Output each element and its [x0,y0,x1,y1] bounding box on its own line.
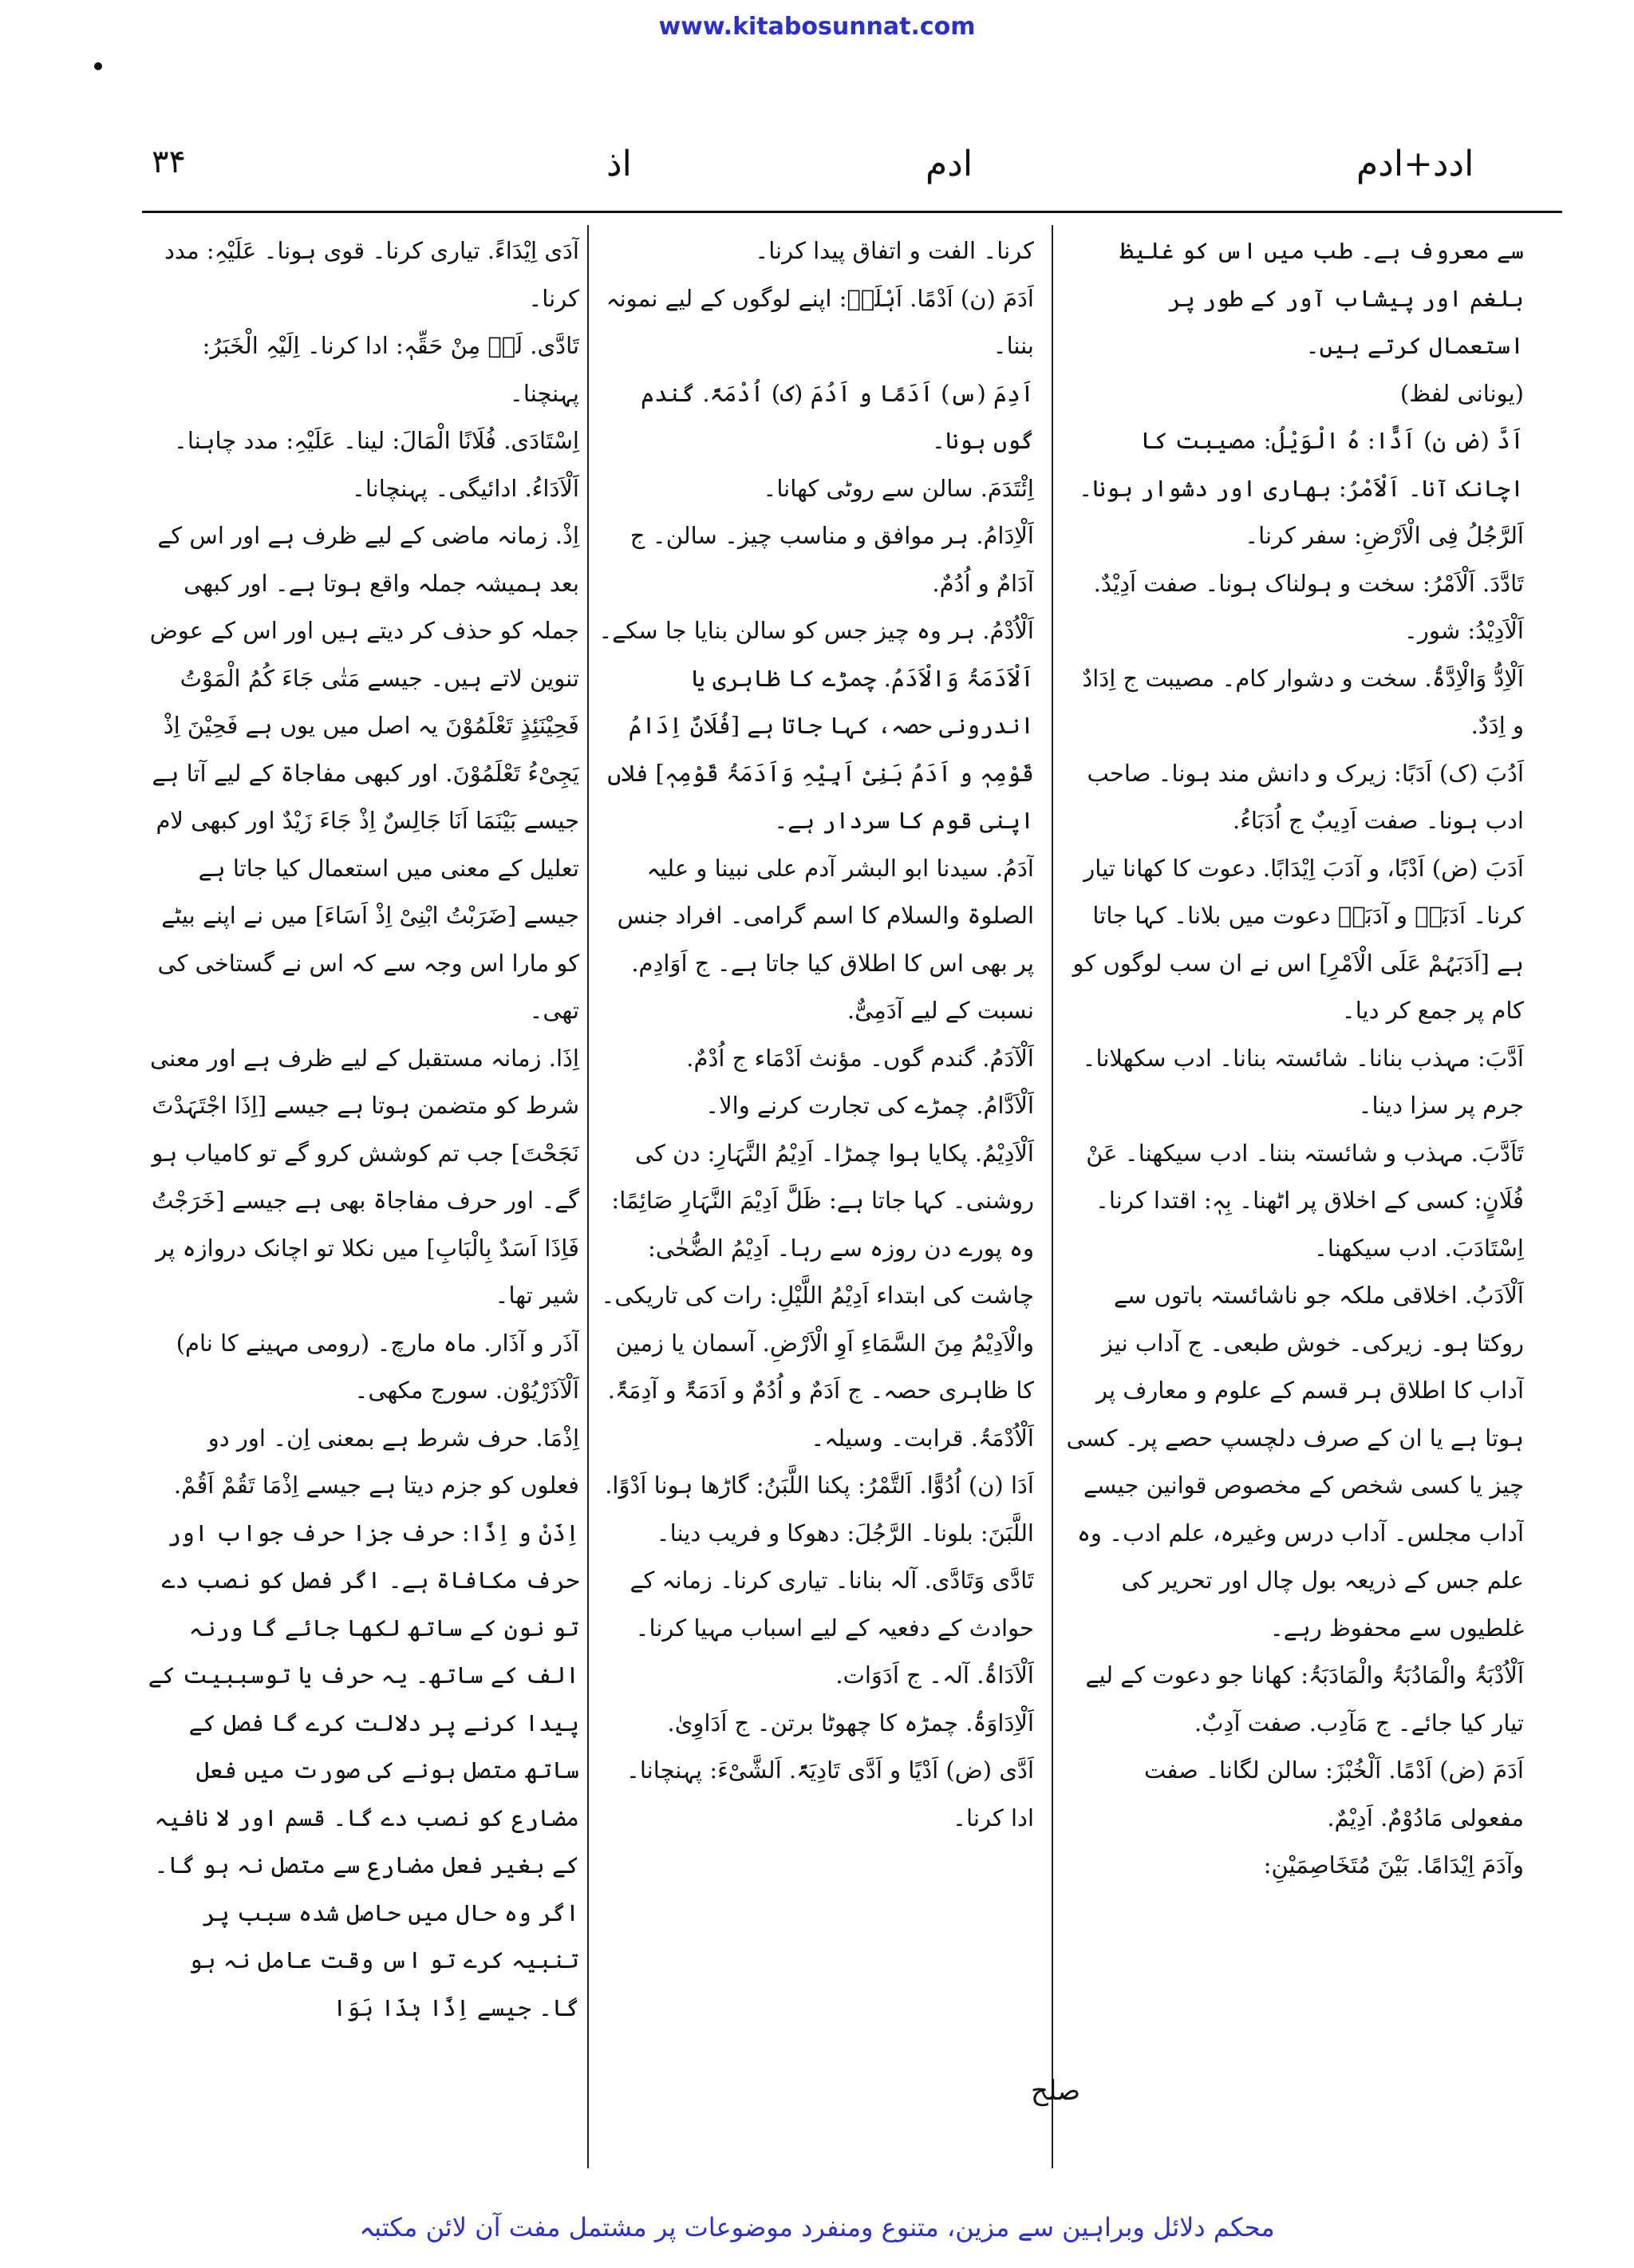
entry: اَدَّ (ض ن) اَدًّا: ہُ الْوَیْلُ: مصیبت کا اچانک آنا۔ اَلْاَمْرُ: بھاری اور دشوار ہونا۔ [1079,427,1524,502]
entry: آدَمُ. سیدنا ابو البشر آدم علی نبینا و علیہ الصلوۃ والسلام کا اسم گرامی۔ افراد جنس پر بھی اس کا اطلاق کیا جاتا ہے۔ ج اَوَادِم. نسبت کے لیے آدَمِیٌّ. [617,854,1034,1024]
entry: اَلْاَدَاءُ. ادائیگی۔ پہنچانا۔ [351,474,579,502]
entry: (یونانی لفظ) [1399,379,1524,407]
page-number: ۳۴ [152,144,186,180]
column-left [142,227,579,2159]
entry: اَلْاُدْمُ. ہر وہ چیز جس کو سالن بنایا جا سکے۔ [598,617,1034,644]
entry: اِذَنْ و اِذًا: حرف جزا حرف جواب اور حرف مکافاۃ ہے۔ اگر فصل کو نصب دے تو نون کے ساتھ لکھا جائے گا ورنہ الف کے ساتھ۔ یہ حرف یا توسببیت کے پیدا کرنے پر دلالت کرے گا فصل کے ساتھ متصل ہونے کی صورت میں فعل مضارع کو نصب دے گا۔ قسم اور لا نافیہ کے بغیر فعل مضارع سے متصل نہ ہو گا۔ اگر وہ حال میں حاصل شدہ سبب پر تنبیہ کرے تو اس وقت عامل نہ ہو گا۔ جیسے اِذًا ہٰذَا ہَوَا [148,1519,579,2021]
entry: تَادَّی وَتَادَّی. آلہ بنانا۔ تیاری کرنا۔ زمانہ کے حوادث کے دفعیہ کے لیے اسباب مہیا کرنا۔ [630,1567,1034,1642]
entry: تَاَدَّبَ. مہذب و شائستہ بننا۔ ادب سیکھنا۔ عَنْ فُلَانٍ: کسی کے اخلاق پر اٹھنا۔ بِہٖ: اقتدا کرنا۔ [1086,1139,1524,1214]
entry: تَادَّدَ. اَلْاَمْرُ: سخت و ہولناک ہونا۔ صفت اَدِیْدٌ. [1093,569,1524,597]
page-dot [94,62,102,70]
entry: اَلْاَدَمَۃُ وَالْاَدَمُ. چمڑے کا ظاہری یا اندرونی حصہ، کہا جاتا ہے [فُلَانٌ اِدَامُ قَوْمِہٖ و اَدَمُ بَنِیْ اَبِیْہِ وَاَدَمَۃُ قَوْمِہٖ] فلاں اپنی قوم کا سردار ہے۔ [607,664,1034,834]
entry: آذَر و آذَار. ماہ مارچ۔ (رومی مہینے کا نام) [176,1329,579,1357]
header-rule [142,211,1562,213]
entry: اَلْاُدْمَۃُ. قرابت۔ وسیلہ۔ [811,1424,1034,1452]
column-right [1066,227,1524,2159]
header-word-right: ادد+ادم [1356,144,1474,184]
entry: اِذْ. زمانہ ماضی کے لیے ظرف ہے اور اس کے بعد ہمیشہ جملہ واقع ہوتا ہے۔ اور کبھی جملہ کو حذف کر دیتے ہیں اور اس کے عوض تنوین لاتے ہیں۔ جیسے مَتٰی جَاءَ کُمُ الْمَوْتُ فَحِیْنَئِذٍ تَعْلَمُوْنَ یہ اصل میں یوں ہے فَحِیْنَ اِذْ یَجِیْءُ تَعْلَمُوْنَ. اور کبھی مفاجاۃ کے لیے آتا ہے جیسے بَیْنَمَا اَنَا جَالِسٌ اِذْ جَاءَ زَیْدٌ اور کبھی لام تعلیل کے معنی میں استعمال کیا جاتا ہے جیسے [ضَرَبْتُ ابْنِیْ اِذْ اَسَاءَ] میں نے اپنے بیٹے کو مارا اس وجہ سے کہ اس نے گستاخی کی تھی۔ [149,522,579,1024]
column-divider [1052,225,1053,2168]
entry: سے معروف ہے۔ طب میں اس کو غلیظ بلغم اور پیشاب آور کے طور پر استعمال کرتے ہیں۔ [1119,237,1524,359]
entry: اَدَّبَ: مہذب بنانا۔ شائستہ بنانا۔ ادب سکھلانا۔ جرم پر سزا دینا۔ [1082,1044,1524,1119]
entry: اَلْاَدِیْمُ. پکایا ہوا چمڑا۔ اَدِیْمُ النَّہَارِ: دن کی روشنی۔ کہا جاتا ہے: ظَلَّ اَدِیْمَ النَّہَارِ صَائِمًا: وہ پورے دن روزہ سے رہا۔ اَدِیْمُ الضُّحٰی: چاشت کی ابتداء اَدِیْمُ اللَّیْلِ: رات کی تاریکی۔ والْاَدِیْمُ مِنَ السَّمَاءِ اَوِ الْاَرْضِ. آسمان یا زمین کا ظاہری حصہ۔ ج اَدَمٌ و اُدُمٌ و اَدَمَۃٌ و آدِمَۃٌ. [601,1139,1034,1404]
entry: اَلْاُدْبَۃُ والْمَادُبَۃُ والْمَادَبَۃُ: کھانا جو دعوت کے لیے تیار کیا جائے۔ ج مَآدِب. صفت آدِبٌ. [1085,1661,1524,1737]
site-url[interactable]: www.kitabosunnat.com [658,13,976,41]
column-divider [587,225,589,2168]
entry: آدَی اِیْدَاءً. تیاری کرنا۔ قوی ہونا۔ عَلَیْہِ: مدد کرنا۔ [164,237,579,312]
header-word-middle: ادم [926,144,973,184]
header-word-left: اذ [606,144,632,184]
entry: اِذَا. زمانہ مستقبل کے لیے ظرف ہے اور معنی شرط کو متضمن ہوتا ہے جیسے [اِذَا اجْتَہَدْتَ نَجَحْتَ] جب تم کوشش کرو گے تو کامیاب ہو گے۔ اور حرف مفاجاۃ بھی ہے جیسے [خَرَجْتُ فَاِذَا اَسَدٌ بِالْبَابِ] میں نکلا تو اچانک دروازہ پر شیر تھا۔ [150,1044,579,1309]
column-middle [597,227,1034,2159]
entry: اَلْآدَمُ. گندم گوں۔ مؤنث اَدْمَاء ج اُدْمٌ. [686,1044,1034,1072]
entry: کرنا۔ الفت و اتفاق پیدا کرنا۔ [755,237,1034,264]
entry: وآدَمَ اِیْدَامًا. بَیْنَ مُتَخَاصِمَیْنِ: [1263,1851,1524,1879]
entry: اَلْاَدَبُ. اخلاقی ملکہ جو ناشائستہ باتوں سے روکتا ہو۔ زیرکی۔ خوش طبعی۔ ج آداب نیز آداب کا اطلاق ہر قسم کے علوم و معارف پر ہوتا ہے یا ان کے صرف دلچسپ حصے پر۔ کسی چیز یا کسی شخص کے مخصوص قوانین جیسے آداب مجلس۔ آداب درس وغیرہ، علم ادب۔ وہ علم جس کے ذریعہ بول چال اور تحریر کی غلطیوں سے محفوظ رہے۔ [1066,1282,1524,1642]
entry: اَلرَّجُلُ فِی الْاَرْضِ: سفر کرنا۔ [1245,522,1524,549]
margin-word: صلح [1031,2075,1081,2107]
entry: اَدُبَ (ک) اَدَبًا: زیرک و دانش مند ہونا۔ صاحب ادب ہونا۔ صفت اَدِیبٌ ج اُدَبَاءُ. [1087,759,1524,834]
entry: اَلْاَدَّامُ. چمڑے کی تجارت کرنے والا۔ [705,1092,1034,1119]
entry: اَلْاِدَامُ. ہر موافق و مناسب چیز۔ سالن۔ ج آدَامٌ و اُدُمٌ. [630,522,1034,597]
entry: اَدَبَ (ض) اَدْبًا، و آدَبَ اِیْدَابًا. دعوت کا کھانا تیار کرنا۔ اَدَبَہٗ و آدَبَہٗ دعوت میں بلانا۔ کہا جاتا ہے [اَدَبَہُمْ عَلَی الْاَمْرِ] اس نے ان سب لوگوں کو کام پر جمع کر دیا۔ [1072,854,1524,1024]
footer-text[interactable]: محکم دلائل وبراہین سے مزین، متنوع ومنفرد موضوعات پر مشتمل مفت آن لائن مکتبہ [359,2212,1275,2242]
entry: اِئْتَدَمَ. سالن سے روٹی کھانا۔ [763,474,1034,502]
entry: اِسْتَادَبَ. ادب سیکھنا۔ [1313,1234,1524,1262]
entry: اَلْاِدَاوَۃُ. چمڑہ کا چھوٹا برتن۔ ج اَدَاوِیٰ. [667,1709,1034,1737]
entry: اَدَا (ن) اُدُوًّا. اَلتَّمْرُ: پکنا اللَّبَنُ: گاڑھا ہونا اَدْوًا. اللَّبَنَ: بلونا۔ الرَّجُلَ: دھوکا و فریب دینا۔ [605,1472,1034,1547]
entry: اَدَّی (ض) اَدْیًا و اَدَّی تَادِیَۃً. اَلشَّیْءَ: پہنچانا۔ ادا کرنا۔ [626,1756,1034,1831]
entry: اَلْآذَرْیُوْن. سورج مکھی۔ [354,1377,579,1404]
entry: اِسْتَادَی. فُلَانًا الْمَالَ: لینا۔ عَلَیْہِ: مدد چاہنا۔ [173,427,579,454]
entry: اِذْمَا. حرف شرط ہے بمعنی اِن۔ اور دو فعلوں کو جزم دیتا ہے جیسے اِذْمَا تَقُمْ اَقُمْ. [173,1424,579,1499]
entry: اَدَمَ (ن) اَدْمًا. اَہْلَہٗ: اپنے لوگوں کے لیے نمونہ بننا۔ [606,284,1034,359]
entry: اَلْاَدِیْدُ: شور۔ [1403,617,1524,644]
entry: تَادَّی. لَہٗ مِنْ حَقِّہٖ: ادا کرنا۔ اِلَیْہِ الْخَبَرُ: پہنچنا۔ [202,332,579,407]
entry: اَدَمَ (ض) اَدْمًا. اَلْخُبْزَ: سالن لگانا۔ صفت مفعولی مَادُوْمٌ. اَدِیْمٌ. [1143,1756,1524,1831]
entry: اَلْاِدُّ وَالْاِدَّۃُ. سخت و دشوار کام۔ مصیبت ج اِدَادٌ و اِدَدٌ. [1082,664,1524,739]
entry: اَدِمَ (س) اَدَمًا و اَدُمَ (ک) اُدْمَۃً. گندم گوں ہونا۔ [641,379,1034,454]
entry: اَلْاَدَاۃُ. آلہ۔ ج اَدَوَات. [835,1661,1034,1689]
